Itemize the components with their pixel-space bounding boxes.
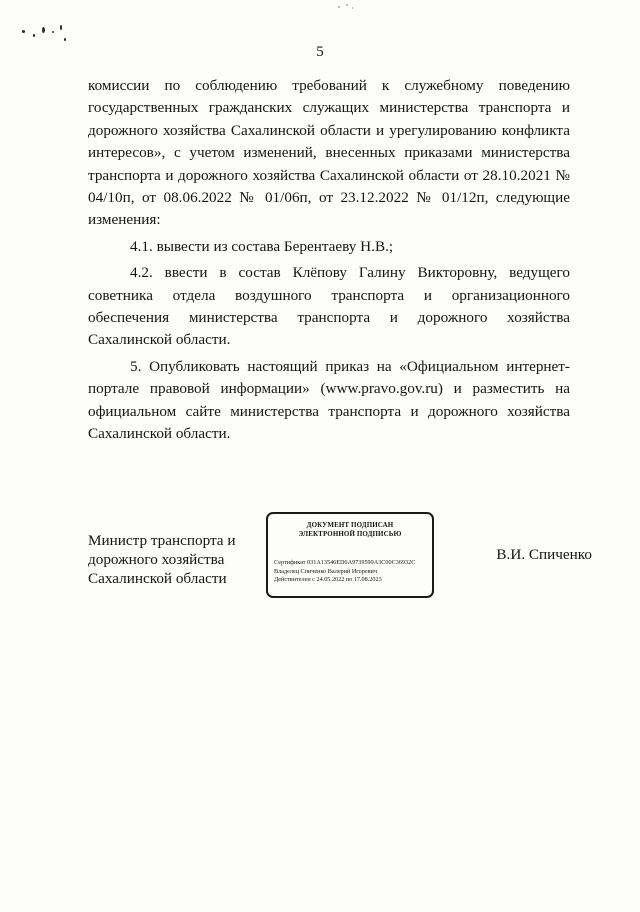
page-number: 5 xyxy=(316,44,324,60)
signer-position xyxy=(88,531,235,588)
signer-position-line: Сахалинской области xyxy=(88,570,227,587)
stamp-details xyxy=(274,559,415,585)
signer-name: В.И. Спиченко xyxy=(496,546,592,563)
signer-position-line: Министр транспорта и xyxy=(88,532,236,549)
document-body xyxy=(88,75,570,446)
paragraph-continuation: комиссии по соблюдению требований к служебному поведению государственных гражданских служащих министерства транспорта и дорожного хозяйства Сахалинской области и урегулированию конфликта интересов», с учетом изменений, внесенных приказами министерства транспорта и дорожного хозяйства Сахалинской области от 28.10.2021 № 04/10п, от 08.06.2022 № 01/06п, от 23.12.2022 № 01/12п, следующие изменения: xyxy=(88,77,570,229)
stamp-owner: Владелец Спиченко Валерий Игоревич xyxy=(274,567,377,575)
stamp-certificate: Сертификат 031A13546ED6A9739599A3C00C36932C xyxy=(274,559,416,566)
stamp-title-line: ДОКУМЕНТ ПОДПИСАН xyxy=(306,521,394,529)
signer-position-line: дорожного хозяйства xyxy=(88,551,225,568)
electronic-signature-stamp xyxy=(266,512,434,598)
stamp-validity: Действителен с 24.05.2022 по 17.08.2023 xyxy=(274,576,382,584)
paragraph-item-4-1: 4.1. вывести из состава Берентаеву Н.В.; xyxy=(130,237,394,255)
paragraph-item-5: 5. Опубликовать настоящий приказ на «Официальном интернет-портале правовой информации» (www.pravo.gov.ru) и разместить на официальном сайте министерства транспорта и дорожного хозяйства Сахалинской области. xyxy=(88,357,570,443)
paragraph-item-4-2: 4.2. ввести в состав Клёпову Галину Викторовну, ведущего советника отдела воздушного транспорта и организационного обеспечения министерства транспорта и дорожного хозяйства Сахалинской области. xyxy=(88,264,570,349)
stamp-title-line: ЭЛЕКТРОННОЙ ПОДПИСЬЮ xyxy=(298,530,402,538)
stamp-title xyxy=(268,521,432,539)
